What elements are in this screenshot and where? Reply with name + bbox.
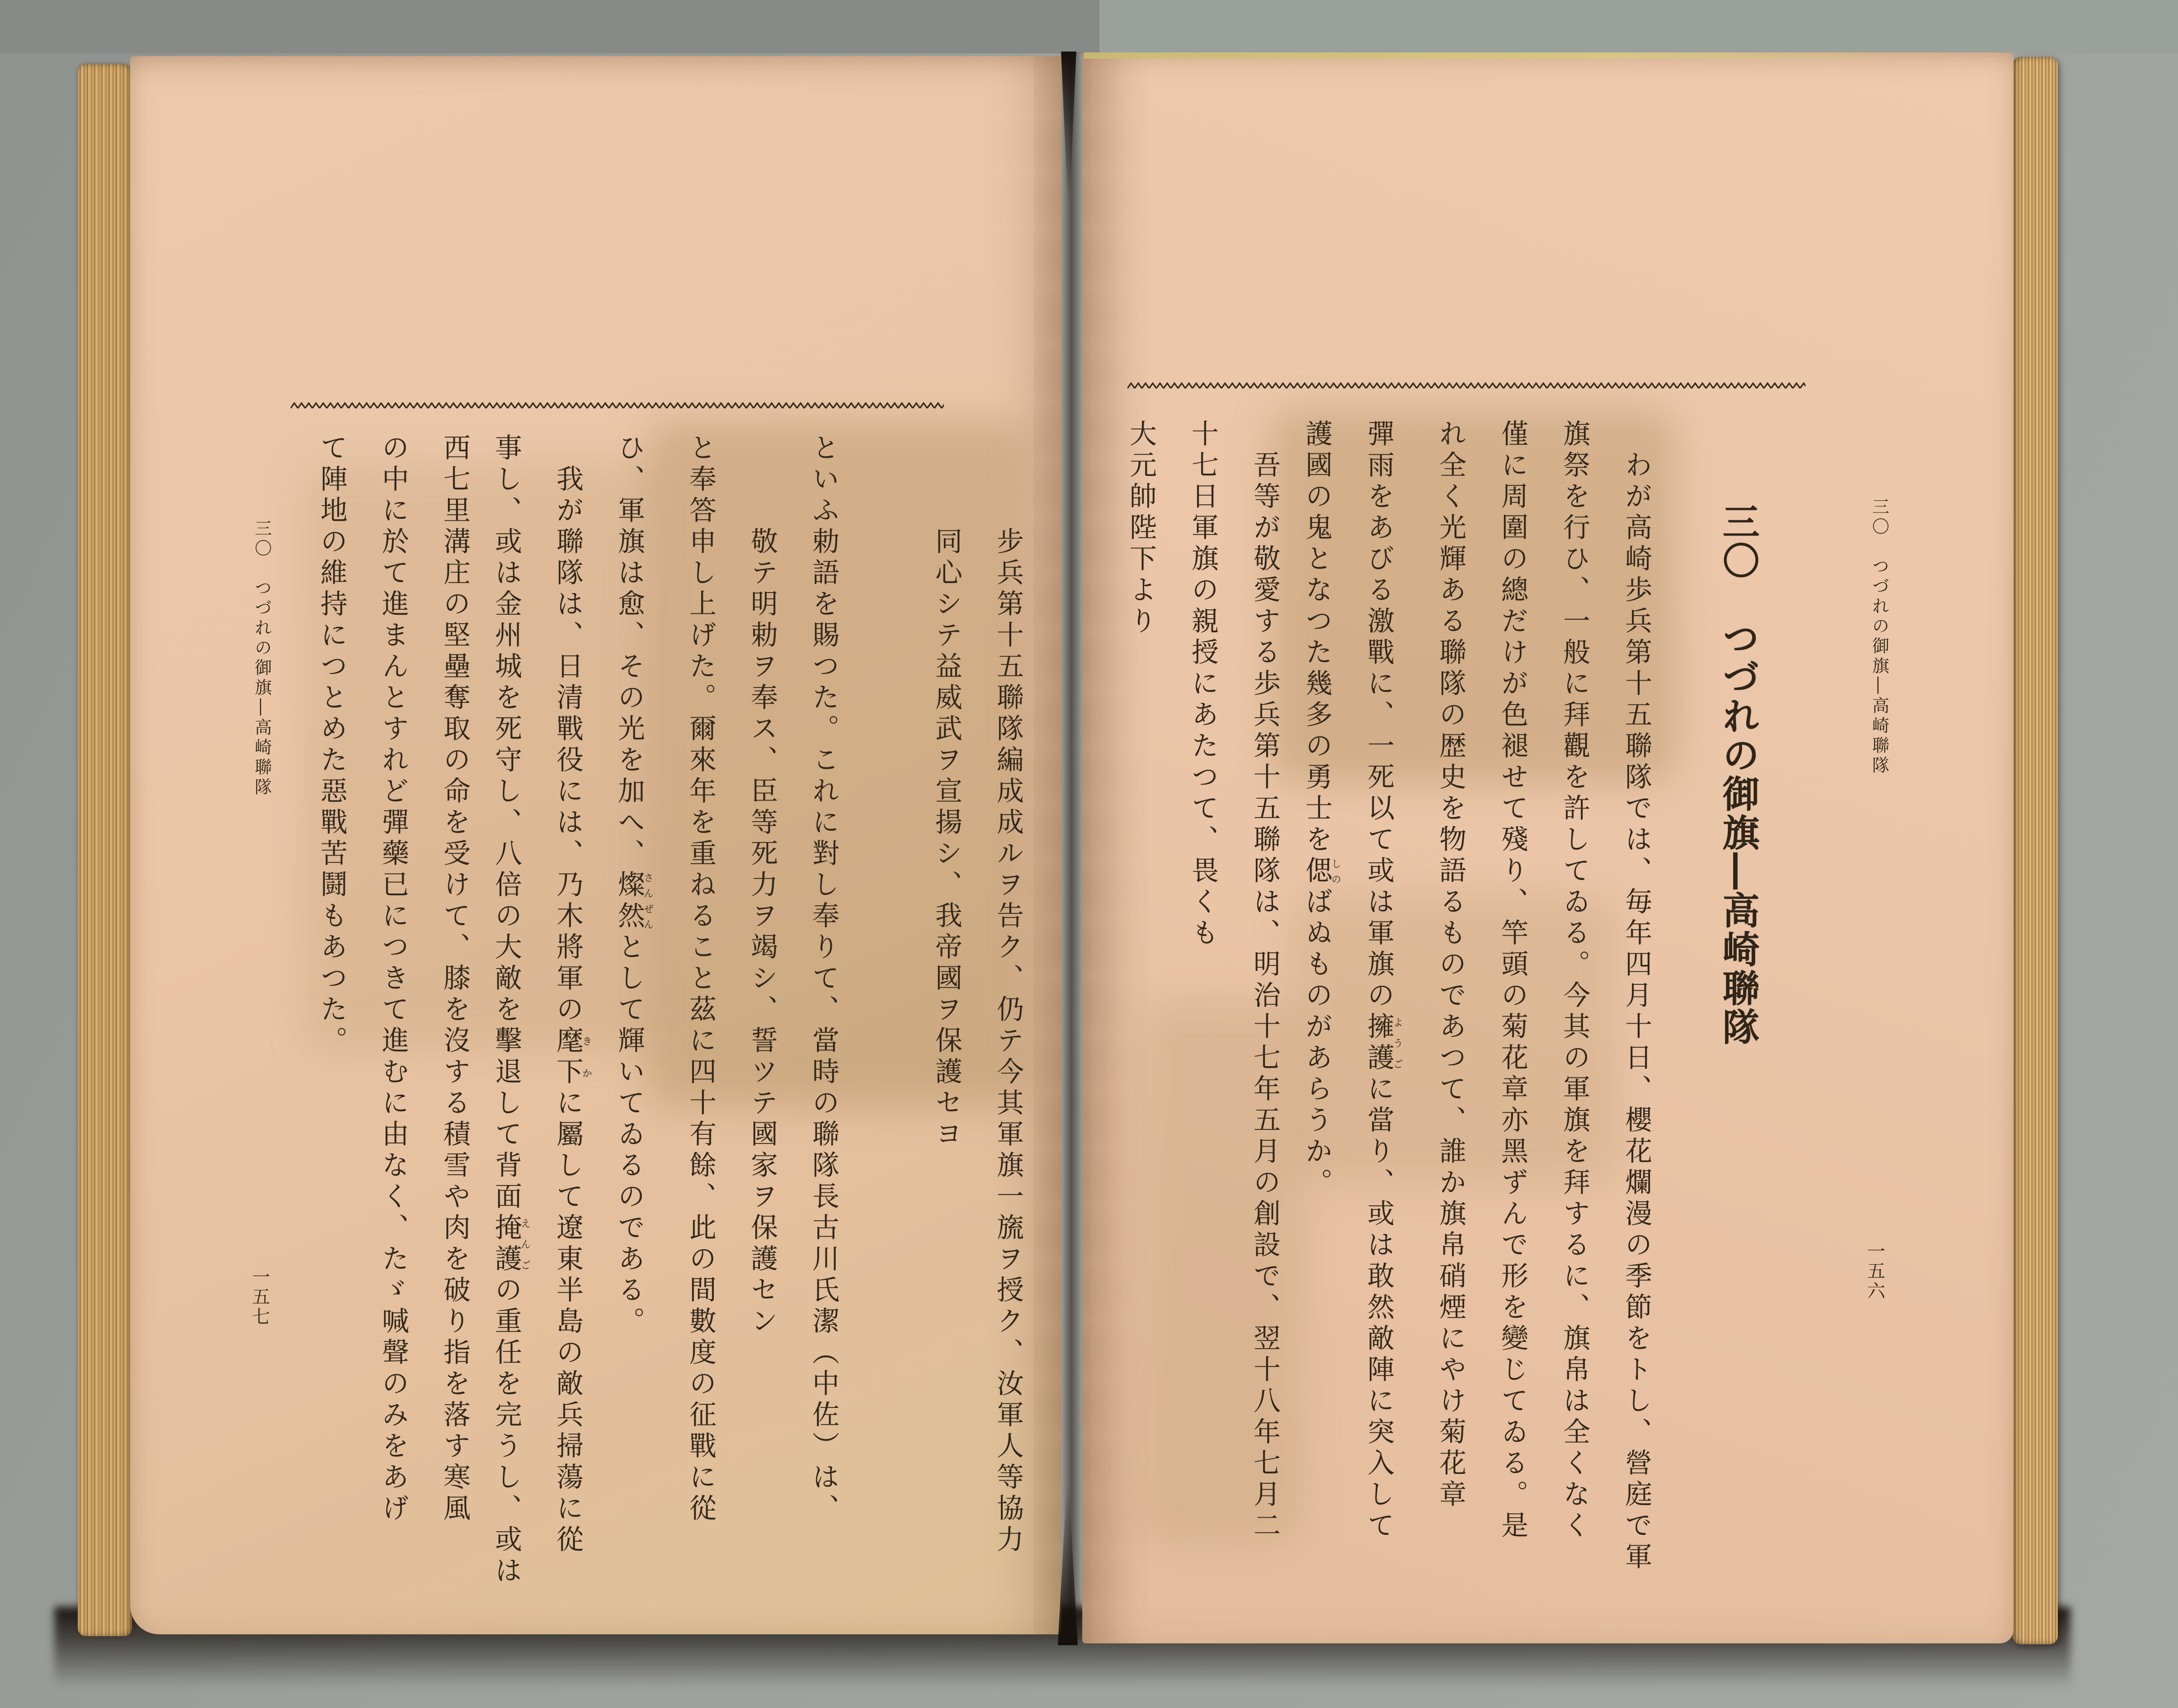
wavy-rule-left: [291, 401, 944, 411]
scan-tint: [302, 463, 655, 1050]
text-column: 同心シテ益威武ヲ宣揚シ、我帝國ヲ保護セヨ: [931, 527, 962, 1151]
text-column: 僅に周圍の總だけが色褪せて殘り、竿頭の菊花章亦黑ずんで形を變じてゐる。是: [1497, 419, 1528, 1542]
chapter-title: 三〇 つづれの御旗―高崎聯隊: [1716, 503, 1760, 1047]
text-column: と奉答申し上げた。爾來年を重ねること茲に四十有餘、此の間數度の征戰に從: [685, 433, 717, 1525]
text-column: 事し、或は金州城を死守し、八倍の大敵を擊退して背面掩護えんごの重任を完うし、或は: [490, 433, 531, 1587]
text-column: 西七里溝庄の堅壘奪取の命を受けて、膝を沒する積雪や肉を破り指を落す寒風: [439, 433, 471, 1525]
text-column: 我が聯隊は、日清戰役には、乃木將軍の麾下きかに屬して遼東半島の敵兵掃蕩に從: [552, 465, 592, 1556]
text-column: 敬テ明勅ヲ奉ス、臣等死力ヲ竭シ、誓ツテ國家ヲ保護セン: [746, 527, 778, 1338]
page-number-right: 一五六: [1864, 1242, 1885, 1301]
book-gutter: [1061, 52, 1083, 1640]
text-column: 護國の鬼となつた幾多の勇士を偲しのばぬものがあらうか。: [1301, 419, 1341, 1199]
running-header-right: 三〇 つづれの御旗―高崎聯隊: [1869, 498, 1889, 776]
backdrop-shade-right: [1099, 0, 2178, 53]
text-column: 吾等が敬愛する歩兵第十五聯隊は、明治十七年五月の創設で、翌十八年七月二: [1249, 451, 1281, 1542]
page-edge-stack-left: [78, 64, 132, 1636]
page-left: [130, 56, 1061, 1634]
text-column: といふ勅語を賜つた。これに對し奉りて、當時の聯隊長古川氏潔（中佐）は、: [808, 433, 839, 1525]
text-column: の中に於て進まんとすれど彈藥已につきて進むに由なく、たゞ喊聲のみをあげ: [377, 433, 409, 1525]
page-number-left: 一五七: [249, 1267, 270, 1327]
text-column: わが高崎歩兵第十五聯隊では、毎年四月十日、櫻花爛漫の季節をトし、營庭で軍: [1621, 451, 1652, 1573]
text-column: れ全く光輝ある聯隊の歴史を物語るものであつて、誰か旗帛硝煙にやけ菊花章: [1435, 419, 1466, 1511]
text-column: 步兵第十五聯隊編成成ルヲ告ク、仍テ今其軍旗一旒ヲ授ク、汝軍人等協力: [992, 527, 1024, 1556]
text-column: ひ、軍旗は愈、その光を加へ、燦然さんぜんとして輝いてゐるのである。: [613, 433, 654, 1338]
page-edge-stack-right: [2013, 57, 2058, 1644]
text-column: 大元帥陛下より: [1125, 419, 1157, 638]
backdrop-shade-left: [0, 0, 1099, 53]
running-header-left: 三〇 つづれの御旗―高崎聯隊: [252, 519, 272, 798]
text-column: 彈雨をあびる激戰に、一死以て或は軍旗の擁護ようごに當り、或は敢然敵陣に突入して: [1363, 419, 1403, 1542]
wavy-rule-right: [1127, 381, 1806, 391]
text-column: て陣地の維持につとめた惡戰苦鬪もあつた。: [316, 433, 348, 1057]
page-right: [1082, 52, 2013, 1643]
text-column: 旗祭を行ひ、一般に拜觀を許してゐる。今其の軍旗を拜するに、旗帛は全くなく: [1559, 419, 1590, 1542]
text-column: 十七日軍旗の親授にあたつて、畏くも: [1187, 419, 1219, 950]
